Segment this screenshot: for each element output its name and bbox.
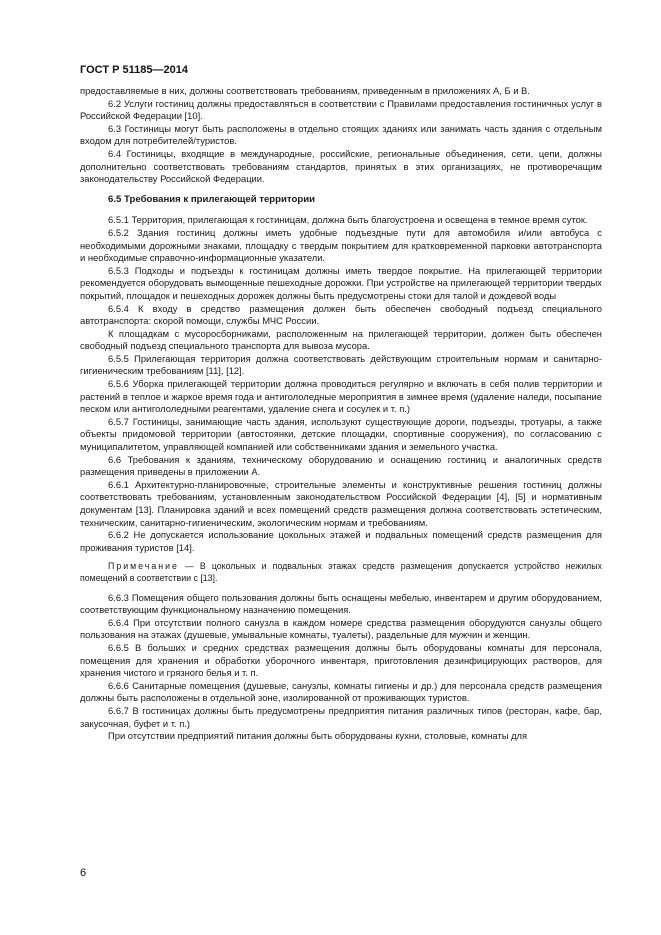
paragraph-6-6-7: 6.6.7 В гостиницах должны быть предусмотрены предприятия питания различных типов (ресторан, кафе, бар, закусочная, буфет и т. п.) xyxy=(80,704,602,729)
paragraph-6-3: 6.3 Гостиницы могут быть расположены в отдельно стоящих зданиях или занимать часть здания с отдельным входом для потребителей/туристов. xyxy=(80,122,602,147)
document-header: ГОСТ Р 51185—2014 xyxy=(80,64,188,76)
paragraph-continuation: предоставляемые в них, должны соответствовать требованиям, приведенным в приложениях А, Б и В. xyxy=(80,85,530,96)
paragraph-6-6-5: 6.6.5 В больших и средних средствах размещения должны быть оборудованы комнаты для персонала, помещения для хранения и обработки уборочного инвентаря, приготовления дезинфицирующих растворов, для хранения чистого и грязного белья и т. п. xyxy=(80,641,602,679)
paragraph-6-4: 6.4 Гостиницы, входящие в международные, российские, региональные объединения, сети, цепи, должны дополнительно соответствовать требованиям стандартов, принятых в этих организациях, не противоречащим законодательству Российской Федерации. xyxy=(80,147,602,185)
paragraph-6-5-2: 6.5.2 Здания гостиниц должны иметь удобные подъездные пути для автомобиля и/или автобуса с необходимыми дорожными знаками, площадку с твердым покрытием для кратковременной парковки автотранспорта и необходимые справочно-информационные указатели. xyxy=(80,226,602,264)
paragraph-6-5-4-cont: К площадкам с мусоросборниками, расположенным на прилегающей территории, должен быть обеспечен свободный подъезд специального транспорта для вывоза мусора. xyxy=(80,327,602,352)
paragraph-6-6: 6.6 Требования к зданиям, техническому оборудованию и оснащению гостиниц и аналогичных средств размещения приведены в приложении А. xyxy=(80,453,602,478)
paragraph-6-5-6: 6.5.6 Уборка прилегающей территории должна проводиться регулярно и включать в себя полив территории и растений в теплое и жаркое время года и антигололедные мероприятия в зимнее время (удаление наледи, посыпание песком или антигололедными реагентами, удаление снега и сосулек и т. п.) xyxy=(80,378,602,415)
paragraph-6-5-1: 6.5.1 Территория, прилегающая к гостиницам, должна быть благоустроена и освещена в темное время суток. xyxy=(108,214,588,226)
paragraph-6-6-3: 6.6.3 Помещения общего пользования должны быть оснащены мебелью, инвентарем и другим оборудованием, соответствующим функциональному назначению помещения. xyxy=(80,591,602,616)
paragraph-6-6-6: 6.6.6 Санитарные помещения (душевые, санузлы, комнаты гигиены и др.) для персонала средств размещения должны быть расположены в отдельной зоне, изолированной от проживающих туристов. xyxy=(80,679,602,704)
note-label: Примечание xyxy=(108,561,179,572)
paragraph-6-5-7: 6.5.7 Гостиницы, занимающие часть здания, используют существующие дороги, подъезды, тротуары, а также объекты придомовой территории (автостоянки, детские площадки, спортивные сооружения), по согласованию с муниципалитетом, управляющей компанией или собственниками здания и земельного участка. xyxy=(80,415,602,453)
page-number: 6 xyxy=(80,867,87,879)
document-body xyxy=(80,85,602,743)
note xyxy=(80,561,602,584)
paragraph-6-6-4: 6.6.4 При отсутствии полного санузла в каждом номере средства размещения оборудуются санузлы общего пользования на этажах (душевые, умывальные комнаты, туалеты), раздельные для мужчин и женщин. xyxy=(80,616,602,641)
paragraph-6-5-3: 6.5.3 Подходы и подъезды к гостиницам должны иметь твердое покрытие. На прилегающей территории рекомендуется оборудовать вымощенные пешеходные дорожки. При устройстве на прилегающей территории твердых покрытий, площадок и пешеходных дорожек должны быть предусмотрены стоки для талой и дождевой воды xyxy=(80,264,602,301)
paragraph-6-5-4: 6.5.4 К входу в средство размещения должен быть обеспечен свободный подъезд специального автотранспорта: скорой помощи, службы МЧС России. xyxy=(80,302,602,327)
paragraph-6-5-5: 6.5.5 Прилегающая территория должна соответствовать действующим строительным нормам и санитарно-гигиеническим требованиям [11], [12]. xyxy=(80,352,602,377)
paragraph-6-6-7-cont: При отсутствии предприятий питания должны быть оборудованы кухни, столовые, комнаты для xyxy=(108,730,528,742)
paragraph-6-6-2: 6.6.2 Не допускается использование цокольных этажей и подвальных помещений средств размещения для проживания туристов [14]. xyxy=(80,529,602,553)
note-text: — В цокольных и подвальных этажах средств размещения допускается устройство нежилых помещений в соответствии с [13]. xyxy=(80,561,602,583)
paragraph-6-6-1: 6.6.1 Архитектурно-планировочные, строительные элементы и конструктивные решения гостиниц должны соответствовать требованиям, установленным законодательством Российской Федерации [4], [5] и нормативным документам [13]. Планировка зданий и всех помещений средств размещения должна соответствовать эстетическим, техническим, санитарно-гигиеническим, экологическим нормам и требованиям. xyxy=(80,478,602,528)
paragraph-6-2: 6.2 Услуги гостиниц должны предоставляться в соответствии с Правилами предоставления гостиничных услуг в Российской Федерации [10]. xyxy=(80,97,602,122)
section-heading-6-5: 6.5 Требования к прилегающей территории xyxy=(108,193,315,205)
